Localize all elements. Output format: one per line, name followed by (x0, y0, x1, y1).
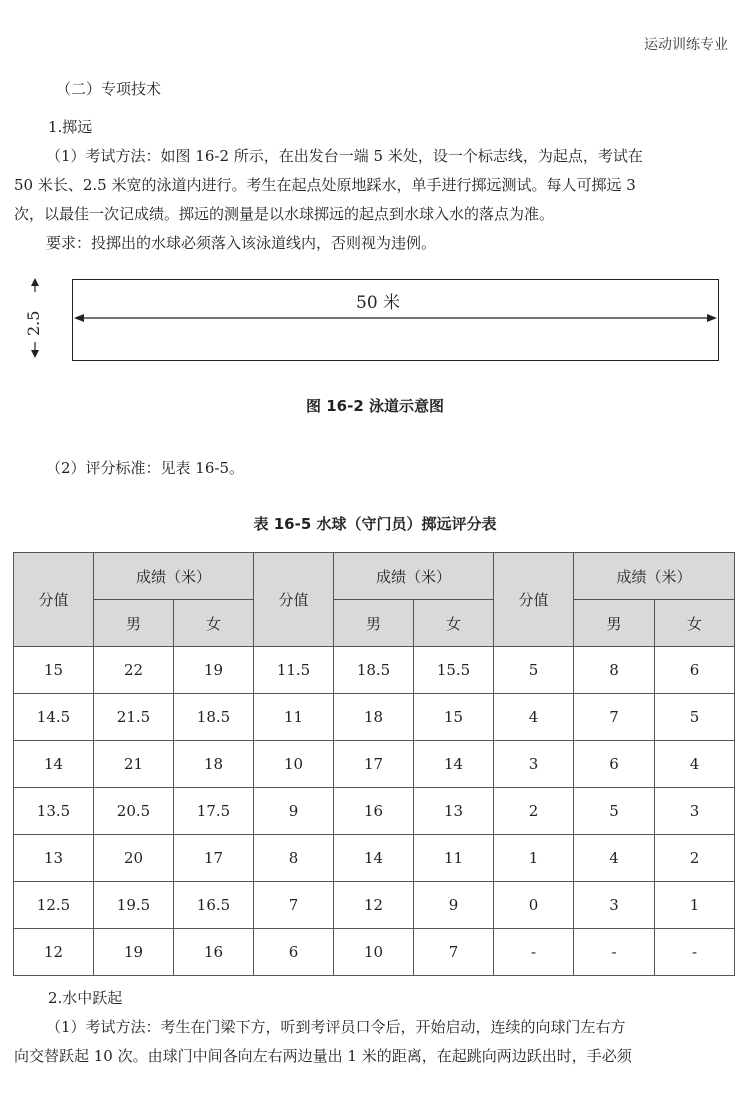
table-cell: 21.5 (94, 694, 174, 741)
table-cell: 14 (14, 741, 94, 788)
table-row (14, 835, 735, 882)
table-cell: 21 (94, 741, 174, 788)
section-title: （二）专项技术 (56, 80, 162, 98)
table-cell: 10 (254, 741, 334, 788)
table-cell: 22 (94, 647, 174, 694)
scoring-table (13, 552, 735, 976)
table-cell: 1 (655, 882, 735, 929)
table-cell: 14.5 (14, 694, 94, 741)
table-cell: 1 (494, 835, 574, 882)
item2-method-line-2: 向交替跃起 10 次。由球门中间各向左右两边量出 1 米的距离，在起跳向两边跃出时，手必须 (14, 1047, 632, 1065)
table-cell: 12 (334, 882, 414, 929)
lane-length-label: 50 米 (350, 288, 406, 313)
table-cell: - (494, 929, 574, 976)
table-cell: 18.5 (334, 647, 414, 694)
table-cell: 17.5 (174, 788, 254, 835)
table-row (14, 882, 735, 929)
table-row (14, 788, 735, 835)
table-cell: 16.5 (174, 882, 254, 929)
table-cell: - (574, 929, 655, 976)
table-cell: 0 (494, 882, 574, 929)
requirement-text: 要求：投掷出的水球必须落入该泳道线内，否则视为违例。 (46, 234, 437, 252)
table-cell: 15 (414, 694, 494, 741)
table-cell: 4 (574, 835, 655, 882)
header-score-3: 分值 (494, 553, 574, 647)
table-cell: 5 (494, 647, 574, 694)
item2-method-line-1: （1）考试方法：考生在门梁下方，听到考评员口令后，开始启动，连续的向球门左右方 (46, 1018, 626, 1036)
table-caption: 表 16-5 水球（守门员）掷远评分表 (253, 515, 497, 533)
header-female-2: 女 (414, 600, 494, 647)
table-cell: 19 (174, 647, 254, 694)
table-cell: 9 (414, 882, 494, 929)
table-cell: 12.5 (14, 882, 94, 929)
table-cell: 16 (174, 929, 254, 976)
method-line-1: （1）考试方法：如图 16-2 所示，在出发台一端 5 米处，设一个标志线，为起点，考试在 (46, 147, 643, 165)
table-cell: 3 (494, 741, 574, 788)
table-cell: 4 (494, 694, 574, 741)
table-cell: 13.5 (14, 788, 94, 835)
table-cell: 15 (14, 647, 94, 694)
header-male-2: 男 (334, 600, 414, 647)
table-cell: 2 (655, 835, 735, 882)
lane-width-label: 2.5 (24, 310, 43, 336)
table-cell: 14 (414, 741, 494, 788)
table-cell: 19 (94, 929, 174, 976)
table-cell: 13 (414, 788, 494, 835)
table-cell: - (655, 929, 735, 976)
header-female-3: 女 (655, 600, 735, 647)
table-cell: 10 (334, 929, 414, 976)
table-row (14, 929, 735, 976)
table-cell: 6 (574, 741, 655, 788)
table-cell: 3 (574, 882, 655, 929)
table-cell: 6 (254, 929, 334, 976)
table-cell: 4 (655, 741, 735, 788)
header-female-1: 女 (174, 600, 254, 647)
header-score-2: 分值 (254, 553, 334, 647)
table-cell: 13 (14, 835, 94, 882)
item2-title: 2.水中跃起 (48, 989, 123, 1007)
table-cell: 17 (334, 741, 414, 788)
header-male-3: 男 (574, 600, 655, 647)
table-cell: 11 (414, 835, 494, 882)
table-row (14, 647, 735, 694)
header-result-1: 成绩（米） (94, 553, 254, 600)
table-cell: 20.5 (94, 788, 174, 835)
method-line-2: 50 米长、2.5 米宽的泳道内进行。考生在起点处原地踩水，单手进行掷远测试。每人可掷远 3 (14, 176, 636, 194)
table-cell: 12 (14, 929, 94, 976)
header-score-1: 分值 (14, 553, 94, 647)
scoring-text: （2）评分标准：见表 16-5。 (46, 459, 245, 477)
table-cell: 16 (334, 788, 414, 835)
header-result-3: 成绩（米） (574, 553, 735, 600)
table-cell: 18 (334, 694, 414, 741)
table-cell: 3 (655, 788, 735, 835)
table-cell: 6 (655, 647, 735, 694)
table-cell: 15.5 (414, 647, 494, 694)
header-male-1: 男 (94, 600, 174, 647)
running-header: 运动训练专业 (644, 37, 728, 53)
method-line-3: 次，以最佳一次记成绩。掷远的测量是以水球掷远的起点到水球入水的落点为准。 (14, 205, 555, 223)
table-cell: 7 (254, 882, 334, 929)
table-cell: 8 (254, 835, 334, 882)
table-cell: 14 (334, 835, 414, 882)
table-cell: 20 (94, 835, 174, 882)
table-cell: 5 (574, 788, 655, 835)
table-row (14, 741, 735, 788)
table-cell: 2 (494, 788, 574, 835)
table-cell: 18 (174, 741, 254, 788)
table-cell: 11 (254, 694, 334, 741)
table-cell: 9 (254, 788, 334, 835)
item1-title: 1.掷远 (48, 118, 93, 136)
table-cell: 11.5 (254, 647, 334, 694)
table-cell: 17 (174, 835, 254, 882)
table-cell: 18.5 (174, 694, 254, 741)
table-cell: 8 (574, 647, 655, 694)
table-row (14, 694, 735, 741)
table-cell: 19.5 (94, 882, 174, 929)
header-result-2: 成绩（米） (334, 553, 494, 600)
table-cell: 7 (414, 929, 494, 976)
table-cell: 7 (574, 694, 655, 741)
table-cell: 5 (655, 694, 735, 741)
figure-caption: 图 16-2 泳道示意图 (306, 397, 444, 415)
